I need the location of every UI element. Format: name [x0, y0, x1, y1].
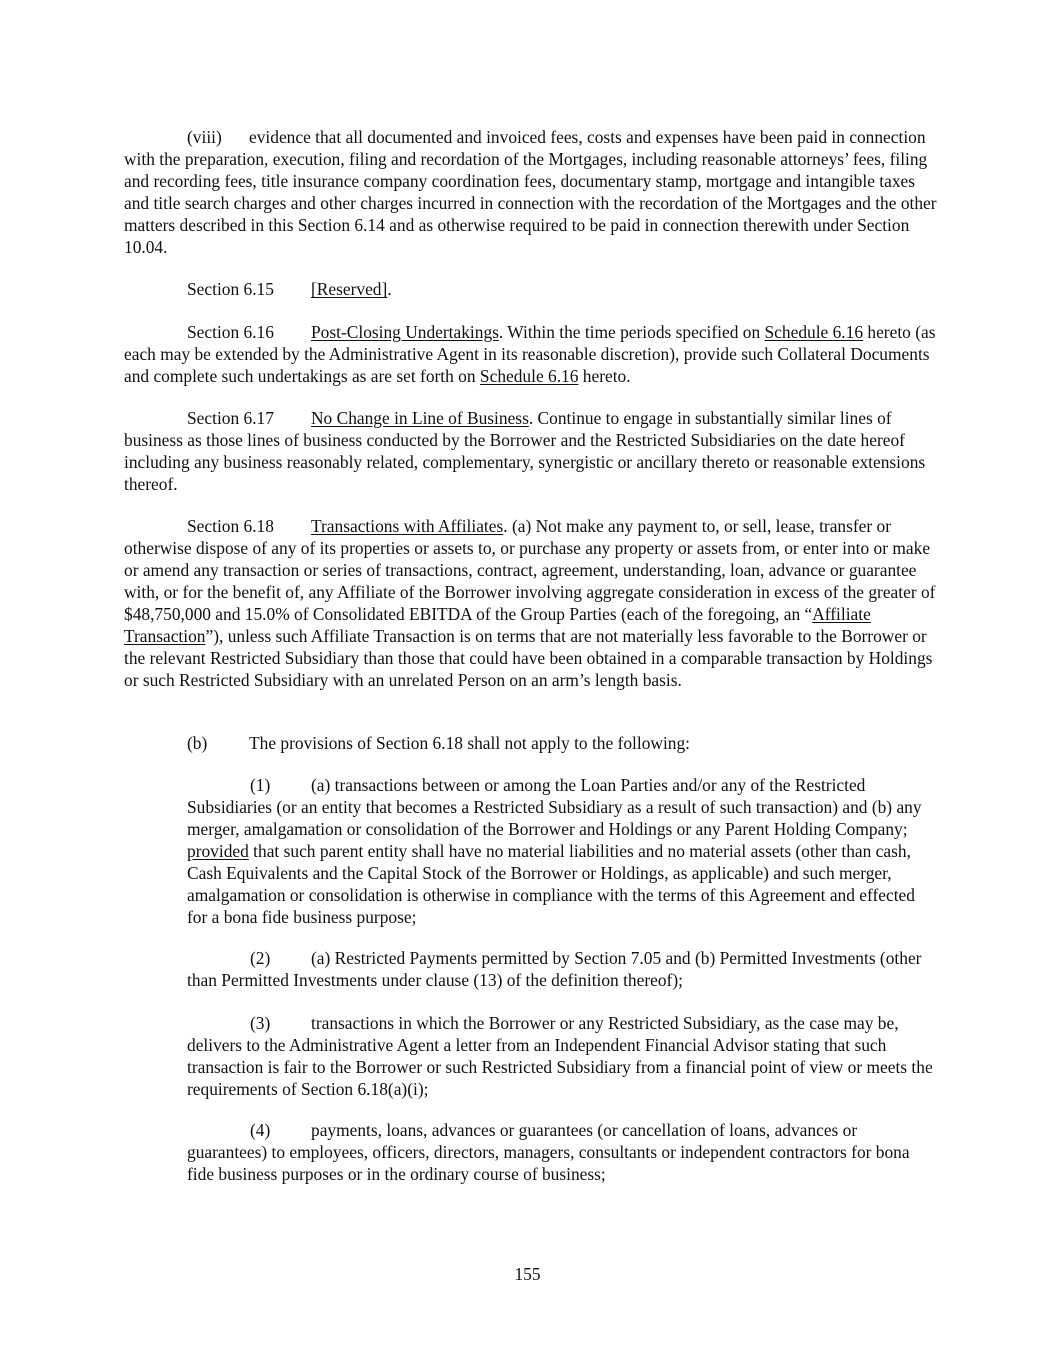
section-6-17: [124, 407, 939, 495]
section-6-18: [124, 515, 939, 691]
section-text: hereto.: [578, 366, 631, 386]
section-number: Section 6.18: [187, 516, 274, 536]
section-title: [Reserved]: [311, 279, 388, 299]
clause-4: [187, 1119, 939, 1185]
clause-text: (a) Restricted Payments permitted by Section 7.05 and (b) Permitted Investments (other than Permitted Investments under clause (13) of the definition thereof);: [187, 948, 922, 990]
clause-3: [187, 1012, 939, 1100]
schedule-reference: Schedule 6.16: [479, 366, 579, 386]
section-6-15: [124, 278, 939, 300]
clause-b: [124, 732, 939, 754]
clause-text: The provisions of Section 6.18 shall not apply to the following:: [249, 733, 690, 753]
section-text: ”), unless such Affiliate Transaction is on terms that are not materially less favorable to the Borrower or the relevant Restricted Subsidiary than those that could have been obtained in a comparable transaction by Holdings or such Restricted Subsidiary with an unrelated Person on an arm’s length basis.: [124, 626, 933, 690]
section-title: Post-Closing Undertakings: [311, 322, 499, 342]
section-number: Section 6.17: [187, 408, 274, 428]
clause-text: payments, loans, advances or guarantees (or cancellation of loans, advances or guarantees) to employees, officers, directors, managers, consultants or independent contractors for bona fide business purposes or in the ordinary course of business;: [187, 1120, 910, 1184]
clause-text: transactions in which the Borrower or any Restricted Subsidiary, as the case may be, delivers to the Administrative Agent a letter from an Independent Financial Advisor stating that such transaction is fair to the Borrower or such Restricted Subsidiary from a financial point of view or meets the requirements of Section 6.18(a)(i);: [187, 1013, 933, 1099]
clause-text: evidence that all documented and invoiced fees, costs and expenses have been paid in connection with the preparation, execution, filing and recordation of the Mortgages, including reasonable attorneys’ fees, filing and recording fees, title insurance company coordination fees, documentary stamp, mortgage and intangible taxes and title search charges and other charges incurred in connection with the recordation of the Mortgages and the other matters described in this Section 6.14 and as otherwise required to be paid in connection therewith under Section 10.04.: [124, 127, 937, 257]
clause-label: (2): [250, 948, 271, 968]
section-text: .: [387, 279, 392, 299]
clause-label: (3): [250, 1013, 271, 1033]
clause-label: (4): [250, 1120, 271, 1140]
clause-text: that such parent entity shall have no material liabilities and no material assets (other than cash, Cash Equivalents and the Capital Stock of the Borrower or Holdings, as applicable) and such merger, amalgamation or consolidation is otherwise in compliance with the terms of this Agreement and effected for a bona fide business purpose;: [187, 841, 915, 927]
defined-term: Affiliate Transaction: [124, 604, 871, 646]
section-text: . Within the time periods specified on: [498, 322, 765, 342]
section-text: . (a) Not make any payment to, or sell, lease, transfer or otherwise dispose of any of its properties or assets to, or purchase any property or assets from, or enter into or make or amend any transaction or series of transactions, contract, agreement, understanding, loan, advance or guarantee with, or for the benefit of, any Affiliate of the Borrower involving aggregate consideration in excess of the greater of $48,750,000 and 15.0% of Consolidated EBITDA of the Group Parties (each of the foregoing, an “: [124, 516, 936, 624]
clause-label: (viii): [187, 127, 222, 147]
section-6-16: [124, 321, 939, 387]
clause-viii: [124, 126, 939, 258]
section-title: Transactions with Affiliates: [311, 516, 504, 536]
clause-1: [187, 774, 939, 928]
section-number: Section 6.15: [187, 279, 274, 299]
page-number: 155: [514, 1264, 541, 1284]
clause-label: (1): [250, 775, 271, 795]
section-number: Section 6.16: [187, 322, 274, 342]
clause-text: (a) transactions between or among the Loan Parties and/or any of the Restricted Subsidiaries (or an entity that becomes a Restricted Subsidiary as a result of such transaction) and (b) any merger, amalgamation or consolidation of the Borrower and Holdings or any Parent Holding Company;: [187, 775, 922, 839]
clause-2: [187, 947, 939, 991]
section-text: . Continue to engage in substantially similar lines of business as those lines of business conducted by the Borrower and the Restricted Subsidiaries on the date hereof including any business reasonably related, complementary, synergistic or ancillary thereto or reasonable extensions thereof.: [124, 408, 926, 494]
schedule-reference: Schedule 6.16: [764, 322, 864, 342]
clause-label: (b): [187, 733, 208, 753]
defined-term: provided: [187, 841, 249, 861]
section-title: No Change in Line of Business: [311, 408, 529, 428]
section-text: hereto (as each may be extended by the Administrative Agent in its reasonable discretion), provide such Collateral Documents and complete such undertakings as are set forth on: [124, 322, 936, 386]
